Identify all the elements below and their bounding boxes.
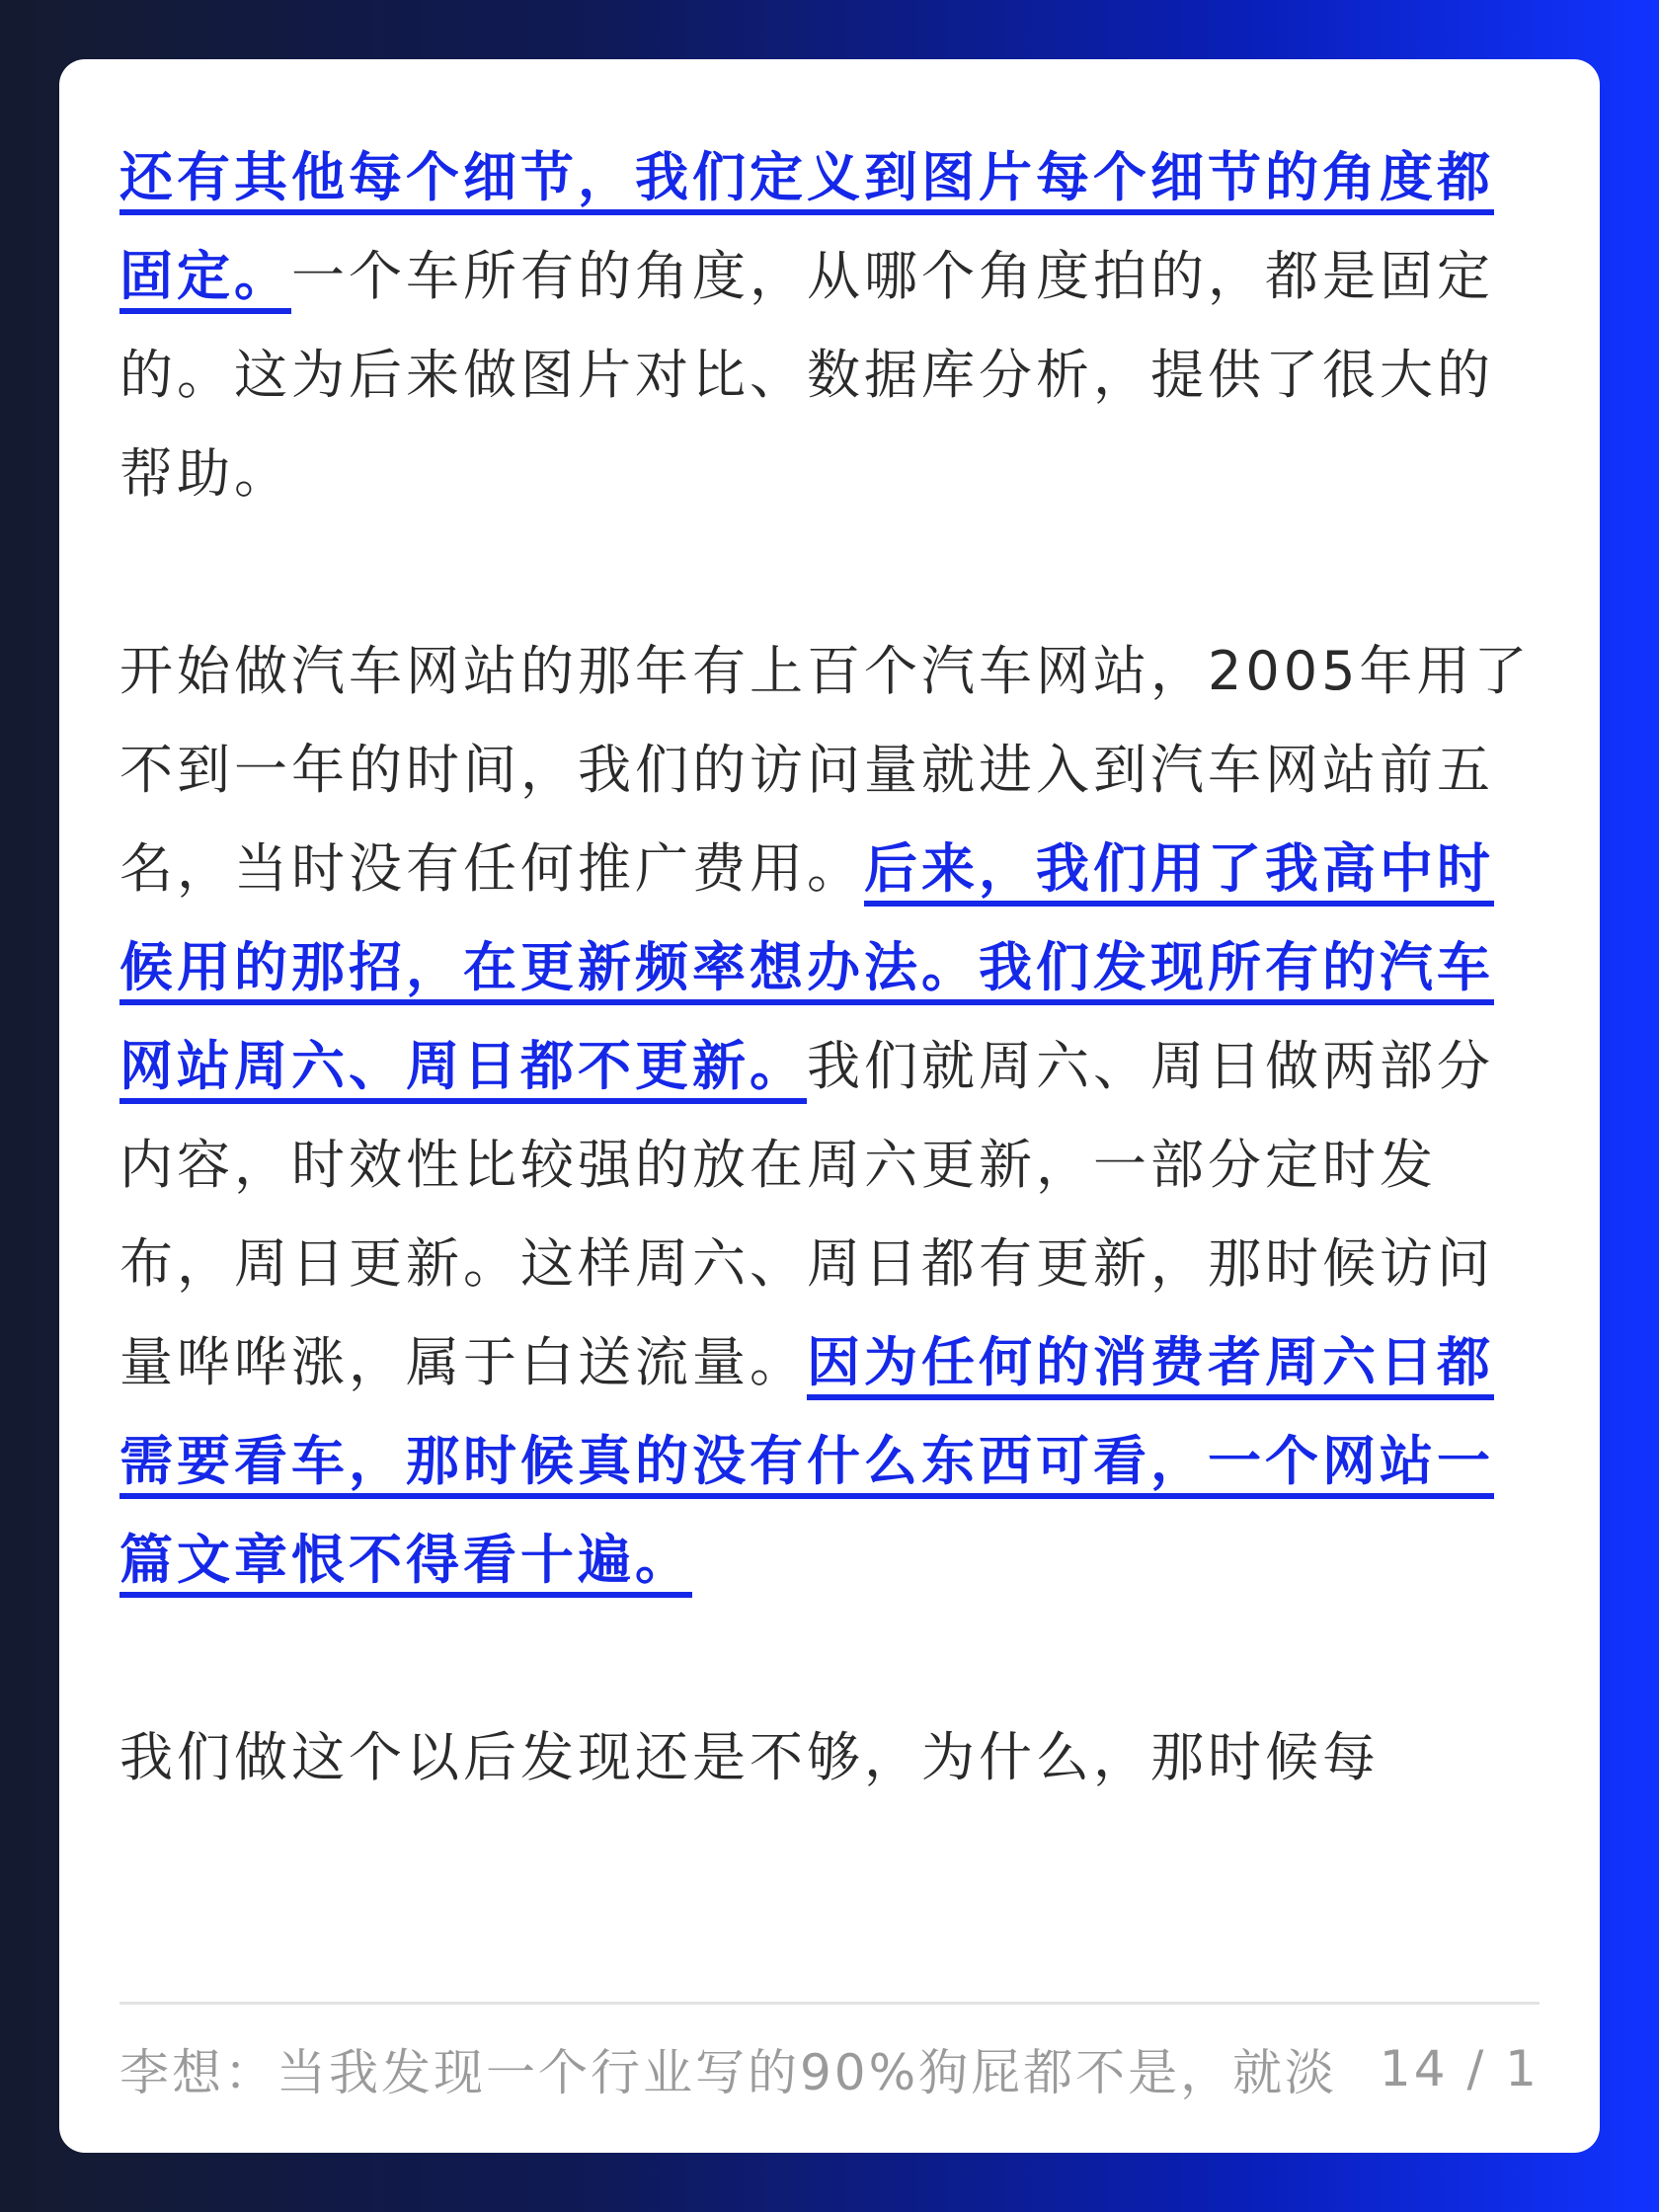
body-text: 一个车所有的角度，从哪个角度拍的，都是固定的。这为后来做图片对比、数据库分析，提供了很大的帮助。: [119, 245, 1494, 505]
page-indicator: 14 / 1: [1379, 2040, 1540, 2097]
paragraph-2: [119, 622, 1541, 1610]
body-text: 开始做汽车网站的那年有上百个汽车网站，2005年用了不到一年的时间，我们的访问量就进入到汽车网站前五名，当时没有任何推广费用。: [119, 640, 1532, 900]
body-text: 我们就周六、周日做两部分内容，时效性比较强的放在周六更新，一部分定时发布，周日更新。这样周六、周日都有更新，那时候访问量哗哗涨，属于白送流量。: [119, 1035, 1494, 1393]
paragraph-1: [119, 128, 1541, 523]
highlight-text: 因为任何的消费者周六日都需要看车，那时候真的没有什么东西可看，一个网站一篇文章恨不得看十遍。: [119, 1331, 1494, 1591]
article-body: [119, 128, 1541, 1906]
footer-divider: [119, 2002, 1540, 2005]
article-title: 李想：当我发现一个行业写的90%狗屁都不是，就淡: [119, 2044, 1338, 2101]
highlight-text: 还有其他每个细节，我们定义到图片每个细节的角度都固定。: [119, 146, 1494, 307]
body-text: 我们做这个以后发现还是不够，为什么，那时候每: [119, 1726, 1380, 1788]
highlight-text: 后来，我们用了我高中时候用的那招，在更新频率想办法。我们发现所有的汽车网站周六、周日都不更新。: [119, 837, 1494, 1097]
footer-bar: [119, 2029, 1540, 2108]
article-card: [59, 59, 1600, 2153]
paragraph-3: [119, 1708, 1541, 1807]
